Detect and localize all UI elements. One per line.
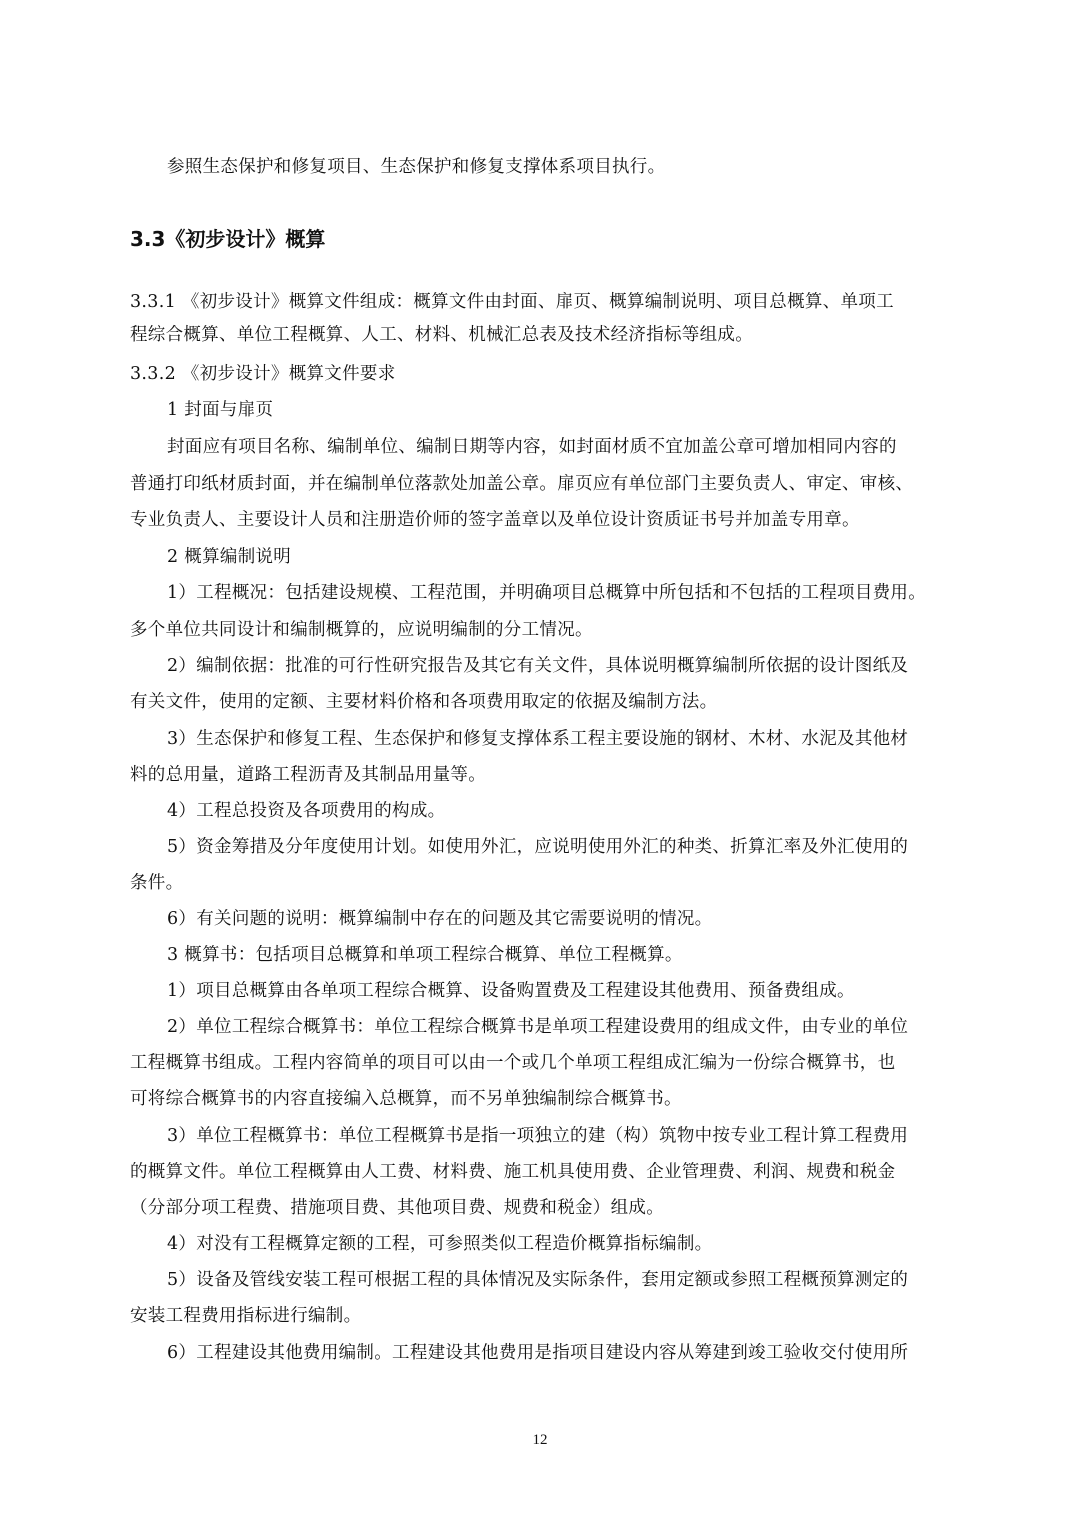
body-line: 2）编制依据：批准的可行性研究报告及其它有关文件，具体说明概算编制所依据的设计图纸及 — [167, 656, 909, 676]
body-line: 3.3.2 《初步设计》概算文件要求 — [130, 364, 396, 384]
body-line: 普通打印纸材质封面，并在编制单位落款处加盖公章。扉页应有单位部门主要负责人、审定、审核、 — [130, 474, 914, 494]
section-heading: 3.3《初步设计》概算 — [130, 227, 326, 251]
body-line: 2 概算编制说明 — [167, 547, 292, 567]
body-line: 3.3.1 《初步设计》概算文件组成：概算文件由封面、扉页、概算编制说明、项目总概算、单项工 — [130, 292, 894, 312]
body-line: 可将综合概算书的内容直接编入总概算，而不另单独编制综合概算书。 — [130, 1089, 682, 1109]
body-line: 料的总用量，道路工程沥青及其制品用量等。 — [130, 765, 486, 785]
body-line: 5）设备及管线安装工程可根据工程的具体情况及实际条件，套用定额或参照工程概预算测定的 — [167, 1270, 909, 1290]
body-line: 3）生态保护和修复工程、生态保护和修复支撑体系工程主要设施的钢材、木材、水泥及其他材 — [167, 729, 909, 749]
body-line: （分部分项工程费、措施项目费、其他项目费、规费和税金）组成。 — [130, 1198, 664, 1218]
body-line: 工程概算书组成。工程内容简单的项目可以由一个或几个单项工程组成汇编为一份综合概算书，也 — [130, 1053, 896, 1073]
body-line: 条件。 — [130, 873, 184, 893]
body-line: 的概算文件。单位工程概算由人工费、材料费、施工机具使用费、企业管理费、利润、规费和税金 — [130, 1162, 896, 1182]
body-line: 1）工程概况：包括建设规模、工程范围，并明确项目总概算中所包括和不包括的工程项目费用。 — [167, 583, 927, 603]
intro-paragraph: 参照生态保护和修复项目、生态保护和修复支撑体系项目执行。 — [167, 157, 666, 177]
body-line: 有关文件，使用的定额、主要材料价格和各项费用取定的依据及编制方法。 — [130, 692, 718, 712]
body-line: 3）单位工程概算书：单位工程概算书是指一项独立的建（构）筑物中按专业工程计算工程费用 — [167, 1126, 909, 1146]
body-line: 2）单位工程综合概算书：单位工程综合概算书是单项工程建设费用的组成文件，由专业的单位 — [167, 1017, 909, 1037]
body-line: 1 封面与扉页 — [167, 400, 274, 420]
body-line: 多个单位共同设计和编制概算的，应说明编制的分工情况。 — [130, 620, 593, 640]
body-line: 4）工程总投资及各项费用的构成。 — [167, 801, 446, 821]
body-line: 6）有关问题的说明：概算编制中存在的问题及其它需要说明的情况。 — [167, 909, 713, 929]
body-line: 专业负责人、主要设计人员和注册造价师的签字盖章以及单位设计资质证书号并加盖专用章。 — [130, 510, 860, 530]
body-line: 6）工程建设其他费用编制。工程建设其他费用是指项目建设内容从筹建到竣工验收交付使用所 — [167, 1343, 909, 1363]
body-line: 3 概算书：包括项目总概算和单项工程综合概算、单位工程概算。 — [167, 945, 683, 965]
body-line: 1）项目总概算由各单项工程综合概算、设备购置费及工程建设其他费用、预备费组成。 — [167, 981, 855, 1001]
body-line: 程综合概算、单位工程概算、人工、材料、机械汇总表及技术经济指标等组成。 — [130, 325, 753, 345]
body-line: 4）对没有工程概算定额的工程，可参照类似工程造价概算指标编制。 — [167, 1234, 713, 1254]
body-line: 封面应有项目名称、编制单位、编制日期等内容，如封面材质不宜加盖公章可增加相同内容的 — [167, 437, 897, 457]
body-line: 5）资金筹措及分年度使用计划。如使用外汇，应说明使用外汇的种类、折算汇率及外汇使用的 — [167, 837, 909, 857]
page-number: 12 — [532, 1432, 548, 1448]
body-line: 安装工程费用指标进行编制。 — [130, 1306, 362, 1326]
